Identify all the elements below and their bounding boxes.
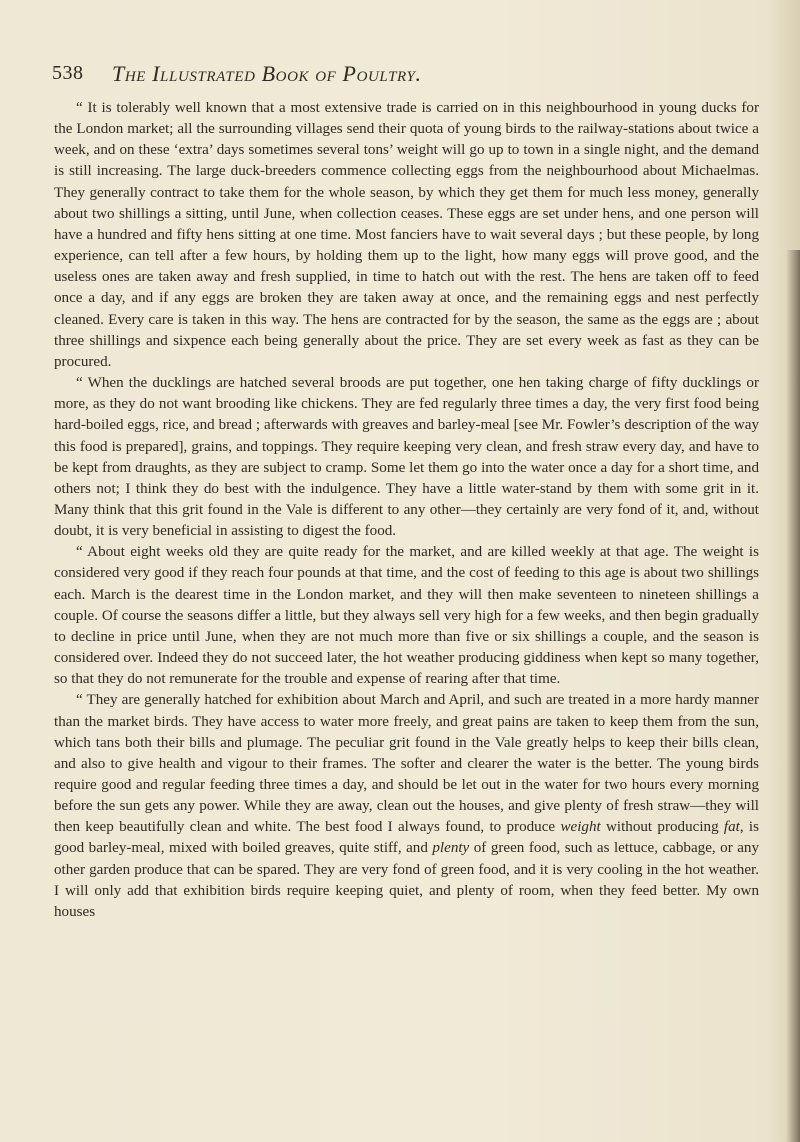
text-run: of green food, such as lettuce, cabbage, or any other garden produce that can be spared. They are very fond of green food, and it is very cooling in the hot weather. I will only add that exhibition birds require keeping quiet, and plenty of room, when they feed better. My own houses <box>54 840 760 920</box>
emphasis-fat: fat <box>723 819 740 836</box>
text-run: , is good barley-meal, mixed with boiled greaves, quite stiff, and <box>54 819 759 857</box>
paragraph-wrapper <box>54 690 759 923</box>
body-text <box>54 98 759 923</box>
running-title: The Illustrated Book of Poultry. <box>112 61 422 86</box>
page-header <box>52 62 762 88</box>
paragraph: “ About eight weeks old they are quite ready for the market, and are killed weekly at that age. The weight is considered very good if they reach four pounds at that time, and the cost of feeding to this age is about two shillings each. March is the dearest time in the London market, and they will then make seventeen to nineteen shillings a couple. Of course the seasons differ a little, but they always sell very high for a few weeks, and then begin gradually to decline in price until June, when they are not much more than five or six shillings a couple, and the season is considered over. Indeed they do not succeed later, the hot weather producing giddiness when kept so many together, so that they do not remunerate for the trouble and expense of rearing after that time. <box>54 544 759 688</box>
paragraph: “ When the ducklings are hatched several broods are put together, one hen taking charge of fifty ducklings or more, as they do not want brooding like chickens. They are fed regularly three times a day, the very first food being hard-boiled eggs, rice, and bread ; afterwards with greaves and barley-meal [see Mr. Fowler’s description of the way this food is prepared], grains, and toppings. They require keeping very clean, and fresh straw every day, and have to be kept from draughts, as they are subject to cramp. Some let them go into the water once a day for a short time, and others not; I think they do best with the indulgence. They have a little water-stand by them with some grit in it. Many think that this grit found in the Vale is different to any other—they certainly are very fond of it, and, without doubt, it is very beneficial in assisting to digest the food. <box>54 375 759 540</box>
text-run: without producing <box>600 819 724 836</box>
paragraph: “ It is tolerably well known that a most extensive trade is carried on in this neighbourhood in young ducks for the London market; all the surrounding villages send their quota of young birds to the railway-stations about twice a week, and on these ‘extra’ days sometimes several tons’ weight will go up to town in a single night, and the demand is still increasing. The large duck-breeders commence collecting eggs from the neighbourhood about Michaelmas. They generally contract to take them for the whole season, by which they get them for much less money, generally about two shillings a sitting, until June, when collection ceases. These eggs are set under hens, and one person will have a hundred and fifty hens sitting at one time. Most fanciers have to wait several days ; but these people, by long experience, can tell after a few hours, by holding them up to the light, how many eggs will prove good, and the useless ones are taken away and fresh supplied, in time to hatch out with the rest. The hens are taken off to feed once a day, and if any eggs are broken they are taken away at once, and the remaining eggs and nest perfectly cleaned. Every care is taken in this way. The hens are contracted for by the season, the same as the eggs are ; about three shillings and sixpence each being generally about the price. They are set every week as fast as they can be procured. <box>54 100 759 370</box>
page-number: 538 <box>52 62 84 84</box>
emphasis-weight: weight <box>560 819 601 836</box>
emphasis-plenty: plenty <box>432 840 470 857</box>
page-edge-shadow <box>786 250 800 1142</box>
paragraph: “ They are generally hatched for exhibition about March and April, and such are treated in a more hardy manner than the market birds. They have access to water more freely, and great pains are taken to keep them from the sun, which tans both their bills and plumage. The peculiar grit found in the Vale greatly helps to keep their bills clean, and also to give health and vigour to their frames. The softer and clearer the water is the better. The young birds require good and regular feeding three times a day, and should be let out in the water for two hours every morning before the sun gets any power. While they are away, clean out the houses, and give plenty of fresh straw—they will then keep beautifully clean and white. The best food I always found, to produce <box>54 692 759 836</box>
